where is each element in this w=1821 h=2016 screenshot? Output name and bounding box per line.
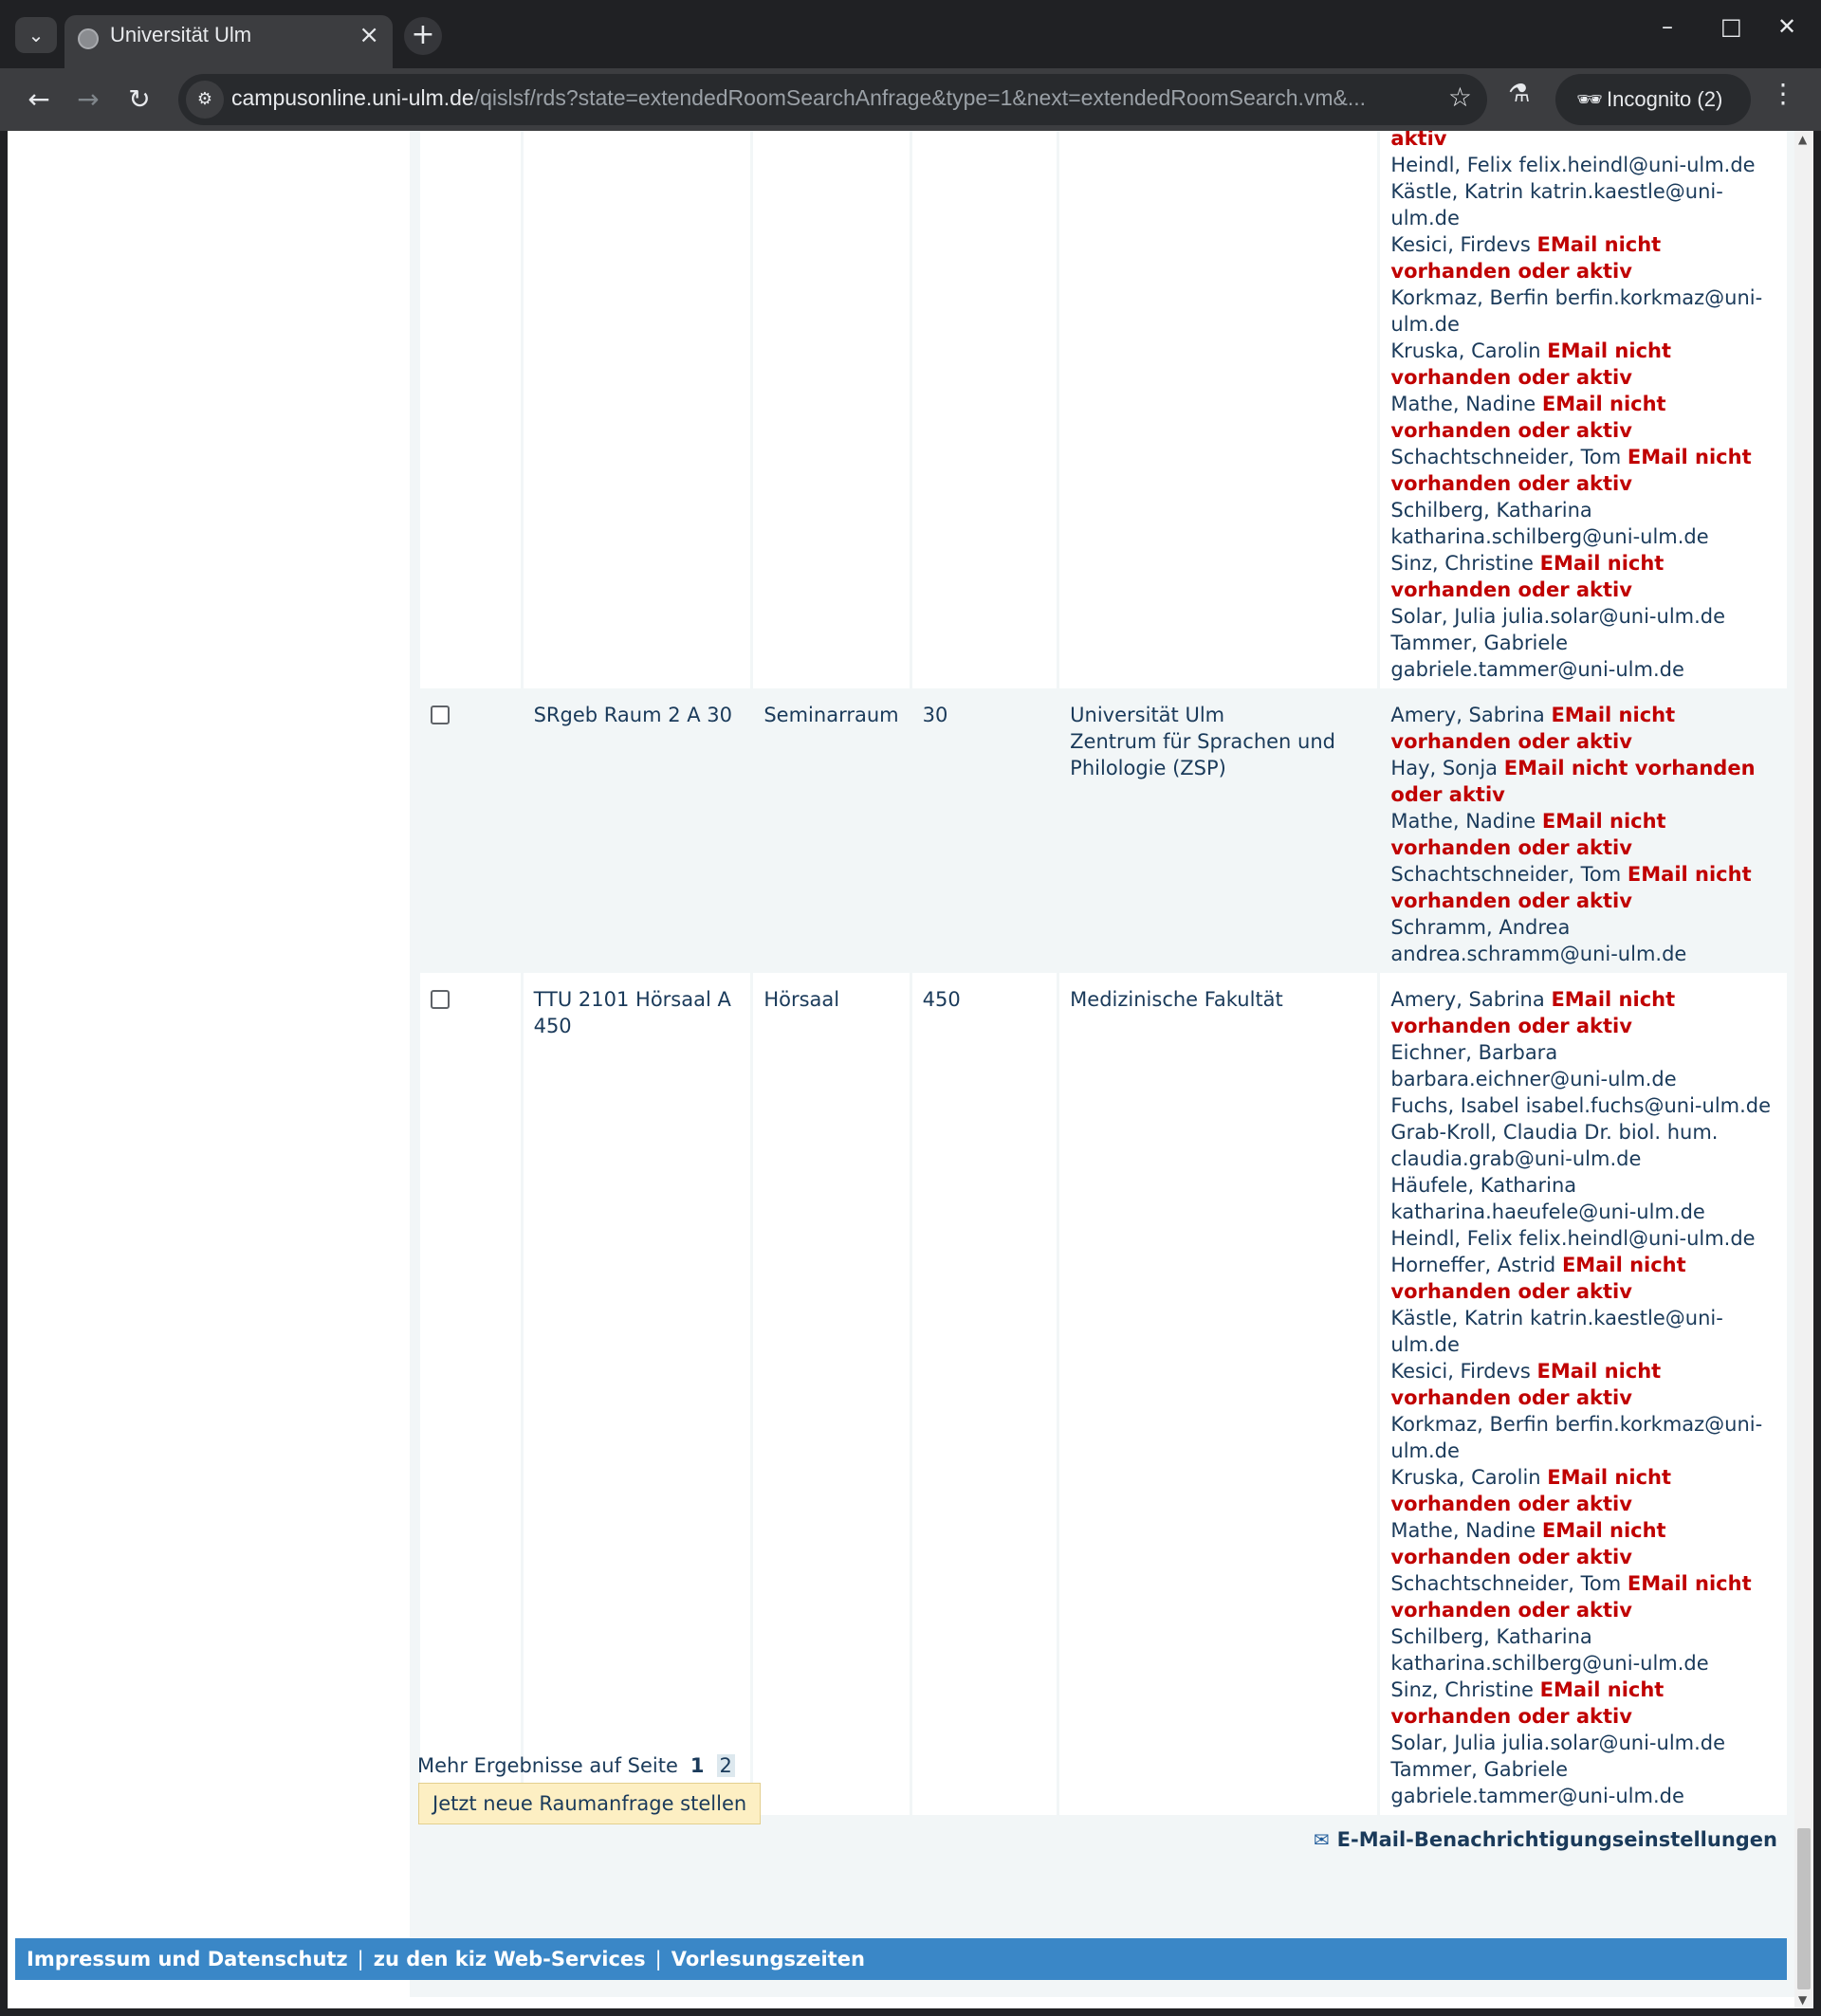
person-name: Eichner, Barbara — [1390, 1041, 1558, 1064]
email-unavailable-notice: EMail nicht vorhanden oder aktiv — [1390, 339, 1672, 389]
person-email-link[interactable]: katharina.schilberg@uni-ulm.de — [1390, 1652, 1709, 1675]
scroll-up-arrow-icon[interactable]: ▲ — [1798, 133, 1808, 146]
person-name: Kesici, Firdevs — [1390, 233, 1531, 256]
email-unavailable-notice: EMail nicht vorhanden oder aktiv — [1390, 1678, 1665, 1728]
person-email-link[interactable]: gabriele.tammer@uni-ulm.de — [1390, 658, 1684, 681]
scroll-down-arrow-icon[interactable]: ▼ — [1798, 1993, 1808, 2007]
person-name: Tammer, Gabriele — [1390, 1758, 1569, 1781]
page-link-1[interactable]: 1 — [690, 1754, 705, 1777]
person-name: Kästle, Katrin — [1390, 180, 1524, 203]
responsibles-cell — [1379, 973, 1787, 1815]
person-name: Korkmaz, Berfin — [1390, 1413, 1549, 1436]
person-email-link[interactable]: julia.solar@uni-ulm.de — [1502, 1732, 1726, 1754]
person-name: Sinz, Christine — [1390, 1678, 1534, 1701]
person-email-link[interactable]: berfin.korkmaz@uni-ulm.de — [1390, 1413, 1763, 1462]
email-unavailable-notice: EMail nicht vorhanden oder aktiv — [1390, 810, 1666, 859]
row-select-checkbox[interactable] — [431, 706, 450, 724]
active-tab[interactable] — [64, 15, 393, 68]
room-results-table — [417, 131, 1787, 1815]
person-email-link[interactable]: katrin.kaestle@uni-ulm.de — [1390, 1307, 1723, 1356]
room-name-cell — [522, 973, 752, 1815]
person-email-link[interactable]: claudia.grab@uni-ulm.de — [1390, 1147, 1642, 1170]
url-host: campusonline.uni-ulm.de — [231, 85, 474, 110]
person-email-link[interactable]: andrea.schramm@uni-ulm.de — [1390, 943, 1687, 965]
labs-flask-icon[interactable]: ⚗ — [1508, 80, 1531, 108]
incognito-badge[interactable] — [1555, 74, 1751, 125]
footer-separator: | — [654, 1948, 662, 1970]
person-name: Schachtschneider, Tom — [1390, 1572, 1622, 1595]
incognito-label: Incognito (2) — [1607, 87, 1723, 111]
responsible-person — [1390, 861, 1776, 914]
person-name: Mathe, Nadine — [1390, 1519, 1536, 1542]
address-bar[interactable] — [178, 74, 1487, 125]
organisation-line: Universität Ulm — [1070, 704, 1225, 726]
room-link[interactable]: SRgeb Raum 2 A 30 — [533, 704, 732, 726]
select-cell — [419, 688, 523, 973]
responsibles-cell — [1379, 131, 1787, 688]
responsible-person — [1390, 1730, 1776, 1756]
organisation-cell — [1058, 973, 1379, 1815]
close-icon[interactable]: × — [359, 21, 379, 49]
person-name: Schachtschneider, Tom — [1390, 446, 1622, 468]
person-name: Heindl, Felix — [1390, 1227, 1513, 1250]
person-email-link[interactable]: gabriele.tammer@uni-ulm.de — [1390, 1785, 1684, 1807]
footer-separator: | — [357, 1948, 364, 1970]
person-email-link[interactable]: berfin.korkmaz@uni-ulm.de — [1390, 286, 1763, 336]
person-name: Amery, Sabrina — [1390, 988, 1545, 1011]
new-tab-button[interactable]: + — [404, 17, 442, 55]
person-email-link[interactable]: katharina.haeufele@uni-ulm.de — [1390, 1200, 1705, 1223]
email-unavailable-notice: EMail nicht vorhanden oder aktiv — [1390, 1519, 1666, 1568]
table-row — [419, 973, 1788, 1815]
responsible-person — [1390, 986, 1776, 1039]
responsible-person — [1390, 630, 1776, 683]
pagination-label: Mehr Ergebnisse auf Seite — [417, 1754, 678, 1777]
email-unavailable-notice: EMail nicht vorhanden oder aktiv — [1390, 1572, 1752, 1622]
email-unavailable-notice: aktiv — [1390, 131, 1447, 150]
person-name: Kruska, Carolin — [1390, 339, 1541, 362]
maximize-icon[interactable]: □ — [1720, 13, 1742, 40]
window-close-icon[interactable]: ✕ — [1777, 13, 1797, 40]
person-name: Häufele, Katharina — [1390, 1174, 1577, 1197]
organisation-cell — [1058, 688, 1379, 973]
responsible-person — [1390, 178, 1776, 231]
page-viewport — [8, 131, 1813, 2008]
email-settings-link[interactable] — [1314, 1828, 1777, 1851]
responsible-person — [1390, 152, 1776, 178]
scrollbar-thumb[interactable] — [1797, 1828, 1811, 1989]
responsible-person — [1390, 702, 1776, 755]
room-type-cell: Seminarraum — [752, 688, 910, 973]
more-menu-icon[interactable]: ⋮ — [1770, 78, 1796, 109]
forward-icon[interactable]: → — [77, 83, 100, 115]
email-unavailable-notice: EMail nicht vorhanden oder aktiv — [1390, 393, 1666, 442]
back-icon[interactable]: ← — [28, 83, 50, 115]
person-name: Schilberg, Katharina — [1390, 499, 1592, 522]
responsible-person — [1390, 1092, 1776, 1119]
responsible-person — [1390, 603, 1776, 630]
chevron-down-icon: ⌄ — [28, 24, 45, 46]
responsible-person — [1390, 1623, 1776, 1677]
responsible-person — [1390, 1358, 1776, 1411]
person-email-link[interactable]: felix.heindl@uni-ulm.de — [1518, 154, 1756, 176]
person-name: Mathe, Nadine — [1390, 393, 1536, 415]
responsible-person — [1390, 497, 1776, 550]
footer-link-impressum[interactable]: Impressum und Datenschutz — [27, 1948, 348, 1970]
responsible-person — [1390, 444, 1776, 497]
person-name: Mathe, Nadine — [1390, 810, 1536, 833]
email-unavailable-notice: EMail nicht vorhanden oder aktiv — [1390, 863, 1752, 912]
email-unavailable-notice: EMail nicht vorhanden oder aktiv — [1390, 552, 1665, 601]
responsible-person — [1390, 1172, 1776, 1225]
incognito-icon: 🕶 — [1576, 87, 1603, 111]
responsibles-cell — [1379, 688, 1787, 973]
person-name: Hay, Sonja — [1390, 757, 1499, 779]
person-email-link[interactable]: isabel.fuchs@uni-ulm.de — [1525, 1094, 1772, 1117]
email-settings-label: E-Mail-Benachrichtigungseinstellungen — [1336, 1828, 1777, 1851]
person-email-link[interactable]: katharina.schilberg@uni-ulm.de — [1390, 525, 1709, 548]
responsible-person — [1390, 808, 1776, 861]
person-email-link[interactable]: barbara.eichner@uni-ulm.de — [1390, 1068, 1677, 1090]
email-unavailable-notice: EMail nicht vorhanden oder aktiv — [1390, 1466, 1672, 1515]
capacity-cell: 30 — [910, 688, 1058, 973]
page-link-2[interactable]: 2 — [717, 1754, 735, 1777]
envelope-icon: ✉ — [1313, 1828, 1330, 1851]
tab-search-button[interactable] — [15, 17, 57, 53]
responsible-person — [1390, 1517, 1776, 1570]
favicon-icon — [78, 28, 99, 49]
responsible-person — [1390, 284, 1776, 338]
capacity-cell — [910, 131, 1058, 688]
person-email-link[interactable]: katrin.kaestle@uni-ulm.de — [1390, 180, 1723, 229]
person-name: Schramm, Andrea — [1390, 916, 1571, 939]
person-name: Korkmaz, Berfin — [1390, 286, 1549, 309]
person-name: Kruska, Carolin — [1390, 1466, 1541, 1489]
person-name: Tammer, Gabriele — [1390, 632, 1569, 654]
person-name: Grab-Kroll, Claudia Dr. biol. hum. — [1390, 1121, 1719, 1144]
responsible-person — [1390, 1119, 1776, 1172]
browser-toolbar — [0, 68, 1821, 131]
email-unavailable-notice: EMail nicht vorhanden oder aktiv — [1390, 233, 1662, 283]
url-text[interactable] — [231, 85, 1366, 111]
responsible-person — [1390, 1225, 1776, 1252]
vertical-scrollbar[interactable] — [1794, 131, 1813, 2008]
person-name: Schilberg, Katharina — [1390, 1625, 1592, 1648]
person-name: Kesici, Firdevs — [1390, 1360, 1531, 1383]
responsible-person — [1390, 1756, 1776, 1809]
responsible-person — [1390, 914, 1776, 967]
minimize-icon[interactable]: – — [1662, 13, 1673, 40]
site-info-icon[interactable]: ⚙ — [186, 81, 224, 119]
bookmark-star-icon[interactable]: ☆ — [1447, 82, 1472, 113]
url-path: /qislsf/rds?state=extendedRoomSearchAnfrage&type=1&next=extendedRoomSearch.vm&... — [473, 85, 1367, 110]
email-unavailable-notice: EMail nicht vorhanden oder aktiv — [1390, 988, 1676, 1037]
person-name: Fuchs, Isabel — [1390, 1094, 1519, 1117]
responsible-person — [1390, 1039, 1776, 1092]
person-name: Schachtschneider, Tom — [1390, 863, 1622, 886]
responsible-person — [1390, 391, 1776, 444]
footer-link-vorlesungszeiten[interactable]: Vorlesungszeiten — [671, 1948, 865, 1970]
tab-strip — [0, 0, 1821, 68]
select-cell — [419, 131, 523, 688]
room-link[interactable]: TTU 2101 Hörsaal A 450 — [533, 988, 731, 1037]
responsible-person — [1390, 550, 1776, 603]
room-type-cell: Hörsaal — [752, 973, 910, 1815]
organisation-line: Zentrum für Sprachen und Philologie (ZSP) — [1070, 730, 1335, 779]
select-cell — [419, 973, 523, 1815]
table-row — [419, 131, 1788, 688]
person-name: Solar, Julia — [1390, 1732, 1497, 1754]
responsible-person — [1390, 1677, 1776, 1730]
organisation-cell — [1058, 131, 1379, 688]
person-name: Solar, Julia — [1390, 605, 1497, 628]
responsible-person — [1390, 231, 1776, 284]
footer-bar — [15, 1938, 1787, 1980]
email-unavailable-notice: EMail nicht vorhanden oder aktiv — [1390, 757, 1756, 806]
person-name: Kästle, Katrin — [1390, 1307, 1524, 1329]
responsible-person — [1390, 755, 1776, 808]
tab-title: Universität Ulm — [110, 23, 252, 46]
responsible-person — [1390, 1464, 1776, 1517]
organisation-line: Medizinische Fakultät — [1070, 988, 1283, 1011]
email-unavailable-notice: EMail nicht vorhanden oder aktiv — [1390, 704, 1676, 753]
room-type-cell — [752, 131, 910, 688]
person-name: Heindl, Felix — [1390, 154, 1513, 176]
person-email-link[interactable]: felix.heindl@uni-ulm.de — [1518, 1227, 1756, 1250]
reload-icon[interactable]: ↻ — [128, 83, 151, 115]
responsible-person — [1390, 1252, 1776, 1305]
person-name: Amery, Sabrina — [1390, 704, 1545, 726]
new-room-request-button[interactable]: Jetzt neue Raumanfrage stellen — [418, 1783, 761, 1824]
pagination — [417, 1754, 735, 1777]
email-unavailable-notice: EMail nicht vorhanden oder aktiv — [1390, 1360, 1662, 1409]
responsible-person — [1390, 1411, 1776, 1464]
responsible-person — [1390, 338, 1776, 391]
room-name-cell — [522, 688, 752, 973]
responsible-person — [1390, 1305, 1776, 1358]
person-name: Sinz, Christine — [1390, 552, 1534, 575]
room-name-cell — [522, 131, 752, 688]
person-name: Horneffer, Astrid — [1390, 1254, 1556, 1276]
responsible-person — [1390, 131, 1776, 152]
row-select-checkbox[interactable] — [431, 990, 450, 1009]
capacity-cell: 450 — [910, 973, 1058, 1815]
email-unavailable-notice: EMail nicht vorhanden oder aktiv — [1390, 1254, 1686, 1303]
footer-link-kiz-web-services[interactable]: zu den kiz Web-Services — [373, 1948, 646, 1970]
email-unavailable-notice: EMail nicht vorhanden oder aktiv — [1390, 446, 1752, 495]
person-email-link[interactable]: julia.solar@uni-ulm.de — [1502, 605, 1726, 628]
responsible-person — [1390, 1570, 1776, 1623]
table-row — [419, 688, 1788, 973]
